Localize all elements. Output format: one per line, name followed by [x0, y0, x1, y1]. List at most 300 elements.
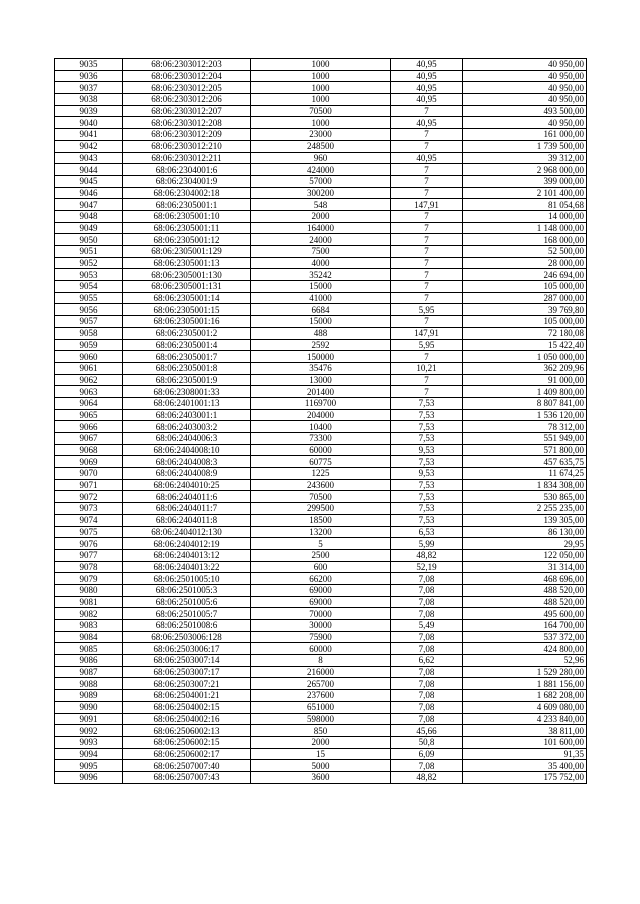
- rate-value: 52,19: [391, 561, 463, 573]
- row-number: 9064: [55, 397, 123, 409]
- area-value: 13000: [251, 374, 391, 386]
- table-row: [55, 725, 587, 737]
- area-value: 548: [251, 199, 391, 211]
- table-row: [55, 304, 587, 316]
- table-row: [55, 292, 587, 304]
- cadastral-number: 68:06:2501005:10: [123, 573, 251, 585]
- rate-value: 40,95: [391, 59, 463, 71]
- cadastral-number: 68:06:2303012:208: [123, 117, 251, 129]
- cadastral-number: 68:06:2305001:12: [123, 234, 251, 246]
- area-value: 60000: [251, 444, 391, 456]
- row-number: 9047: [55, 199, 123, 211]
- area-value: 24000: [251, 234, 391, 246]
- cadastral-number: 68:06:2304001:6: [123, 164, 251, 176]
- table-row: [55, 713, 587, 725]
- row-number: 9089: [55, 690, 123, 702]
- cadastral-number: 68:06:2506002:13: [123, 725, 251, 737]
- area-value: 265700: [251, 678, 391, 690]
- cadastral-cost: 161 000,00: [463, 129, 587, 141]
- cadastral-number: 68:06:2303012:210: [123, 140, 251, 152]
- table-row: [55, 549, 587, 561]
- cadastral-number: 68:06:2303012:211: [123, 152, 251, 164]
- cadastral-cost: 1 050 000,00: [463, 351, 587, 363]
- cadastral-cost: 287 000,00: [463, 292, 587, 304]
- row-number: 9074: [55, 514, 123, 526]
- area-value: 5: [251, 538, 391, 550]
- cadastral-number: 68:06:2303012:206: [123, 94, 251, 106]
- rate-value: 7,53: [391, 514, 463, 526]
- cadastral-number: 68:06:2404010:25: [123, 479, 251, 491]
- rate-value: 7,53: [391, 456, 463, 468]
- area-value: 8: [251, 655, 391, 667]
- area-value: 3600: [251, 771, 391, 783]
- cadastral-cost: 4 233 840,00: [463, 713, 587, 725]
- cadastral-cost: 164 700,00: [463, 620, 587, 632]
- table-row: [55, 736, 587, 748]
- rate-value: 9,53: [391, 444, 463, 456]
- row-number: 9065: [55, 409, 123, 421]
- table-row: [55, 444, 587, 456]
- rate-value: 7: [391, 105, 463, 117]
- row-number: 9054: [55, 281, 123, 293]
- table-row: [55, 573, 587, 585]
- rate-value: 7,53: [391, 397, 463, 409]
- table-row: [55, 210, 587, 222]
- area-value: 850: [251, 725, 391, 737]
- area-value: 70500: [251, 105, 391, 117]
- cadastral-number: 68:06:2404012:130: [123, 526, 251, 538]
- area-value: 57000: [251, 175, 391, 187]
- area-value: 1000: [251, 117, 391, 129]
- cadastral-cost: 493 500,00: [463, 105, 587, 117]
- rate-value: 48,82: [391, 549, 463, 561]
- rate-value: 6,62: [391, 655, 463, 667]
- rate-value: 7: [391, 234, 463, 246]
- area-value: 164000: [251, 222, 391, 234]
- cadastral-cost: 457 635,75: [463, 456, 587, 468]
- cadastral-cost: 1 834 308,00: [463, 479, 587, 491]
- cadastral-number: 68:06:2404008:9: [123, 468, 251, 480]
- row-number: 9079: [55, 573, 123, 585]
- row-number: 9046: [55, 187, 123, 199]
- row-number: 9080: [55, 584, 123, 596]
- table-row: [55, 59, 587, 71]
- cadastral-cost: 29,95: [463, 538, 587, 550]
- row-number: 9085: [55, 643, 123, 655]
- rate-value: 7,08: [391, 666, 463, 678]
- rate-value: 45,66: [391, 725, 463, 737]
- area-value: 424000: [251, 164, 391, 176]
- cadastral-cost: 468 696,00: [463, 573, 587, 585]
- area-value: 1000: [251, 94, 391, 106]
- area-value: 75900: [251, 631, 391, 643]
- row-number: 9056: [55, 304, 123, 316]
- cadastral-cost: 91,35: [463, 748, 587, 760]
- table-row: [55, 503, 587, 515]
- cadastral-number: 68:06:2305001:1: [123, 199, 251, 211]
- table-row: [55, 643, 587, 655]
- table-row: [55, 433, 587, 445]
- rate-value: 7: [391, 374, 463, 386]
- row-number: 9069: [55, 456, 123, 468]
- row-number: 9043: [55, 152, 123, 164]
- cadastral-cost: 488 520,00: [463, 596, 587, 608]
- table-row: [55, 620, 587, 632]
- cadastral-number: 68:06:2305001:7: [123, 351, 251, 363]
- cadastral-number: 68:06:2504002:16: [123, 713, 251, 725]
- rate-value: 5,99: [391, 538, 463, 550]
- rate-value: 6,53: [391, 526, 463, 538]
- area-value: 201400: [251, 386, 391, 398]
- area-value: 2500: [251, 549, 391, 561]
- row-number: 9060: [55, 351, 123, 363]
- row-number: 9076: [55, 538, 123, 550]
- cadastral-cost: 38 811,00: [463, 725, 587, 737]
- area-value: 248500: [251, 140, 391, 152]
- cadastral-cost: 86 130,00: [463, 526, 587, 538]
- table-row: [55, 701, 587, 713]
- rate-value: 7,08: [391, 690, 463, 702]
- rate-value: 7: [391, 140, 463, 152]
- cadastral-number: 68:06:2305001:11: [123, 222, 251, 234]
- cadastral-number: 68:06:2305001:131: [123, 281, 251, 293]
- cadastral-number: 68:06:2305001:9: [123, 374, 251, 386]
- row-number: 9071: [55, 479, 123, 491]
- cadastral-number: 68:06:2501008:6: [123, 620, 251, 632]
- area-value: 300200: [251, 187, 391, 199]
- cadastral-cost: 2 101 400,00: [463, 187, 587, 199]
- cadastral-number: 68:06:2404013:12: [123, 549, 251, 561]
- table-row: [55, 175, 587, 187]
- cadastral-number: 68:06:2503006:128: [123, 631, 251, 643]
- cadastral-cost: 1 739 500,00: [463, 140, 587, 152]
- cadastral-cost: 52,96: [463, 655, 587, 667]
- rate-value: 7,53: [391, 479, 463, 491]
- row-number: 9070: [55, 468, 123, 480]
- table-row: [55, 748, 587, 760]
- cadastral-number: 68:06:2404011:7: [123, 503, 251, 515]
- rate-value: 7,08: [391, 584, 463, 596]
- area-value: 10400: [251, 421, 391, 433]
- cadastral-cost: 537 372,00: [463, 631, 587, 643]
- cadastral-number: 68:06:2403003:2: [123, 421, 251, 433]
- area-value: 1000: [251, 59, 391, 71]
- area-value: 70500: [251, 491, 391, 503]
- row-number: 9057: [55, 316, 123, 328]
- row-number: 9038: [55, 94, 123, 106]
- table-row: [55, 222, 587, 234]
- rate-value: 50,8: [391, 736, 463, 748]
- rate-value: 7,08: [391, 573, 463, 585]
- cadastral-number: 68:06:2404008:3: [123, 456, 251, 468]
- cadastral-number: 68:06:2404012:19: [123, 538, 251, 550]
- row-number: 9073: [55, 503, 123, 515]
- cadastral-cost: 91 000,00: [463, 374, 587, 386]
- area-value: 35242: [251, 269, 391, 281]
- cadastral-number: 68:06:2303012:205: [123, 82, 251, 94]
- cadastral-cost: 168 000,00: [463, 234, 587, 246]
- cadastral-number: 68:06:2507007:43: [123, 771, 251, 783]
- row-number: 9068: [55, 444, 123, 456]
- cadastral-cost: 139 305,00: [463, 514, 587, 526]
- row-number: 9090: [55, 701, 123, 713]
- cadastral-number: 68:06:2501005:3: [123, 584, 251, 596]
- cadastral-number: 68:06:2305001:8: [123, 362, 251, 374]
- table-row: [55, 140, 587, 152]
- cadastral-cost: 424 800,00: [463, 643, 587, 655]
- table-row: [55, 479, 587, 491]
- row-number: 9083: [55, 620, 123, 632]
- row-number: 9081: [55, 596, 123, 608]
- table-row: [55, 362, 587, 374]
- table-row: [55, 70, 587, 82]
- cadastral-cost: 122 050,00: [463, 549, 587, 561]
- area-value: 2000: [251, 736, 391, 748]
- cadastral-cost: 78 312,00: [463, 421, 587, 433]
- cadastral-number: 68:06:2404011:8: [123, 514, 251, 526]
- rate-value: 7: [391, 292, 463, 304]
- row-number: 9036: [55, 70, 123, 82]
- row-number: 9055: [55, 292, 123, 304]
- cadastral-cost: 40 950,00: [463, 117, 587, 129]
- area-value: 204000: [251, 409, 391, 421]
- rate-value: 40,95: [391, 94, 463, 106]
- cadastral-cost: 1 536 120,00: [463, 409, 587, 421]
- row-number: 9096: [55, 771, 123, 783]
- cadastral-number: 68:06:2303012:204: [123, 70, 251, 82]
- table-row: [55, 561, 587, 573]
- table-row: [55, 327, 587, 339]
- cadastral-number: 68:06:2308001:33: [123, 386, 251, 398]
- table-row: [55, 584, 587, 596]
- rate-value: 7: [391, 164, 463, 176]
- table-row: [55, 760, 587, 772]
- area-value: 1000: [251, 82, 391, 94]
- cadastral-number: 68:06:2506002:15: [123, 736, 251, 748]
- cadastral-number: 68:06:2504001:21: [123, 690, 251, 702]
- cadastral-cost: 1 881 156,00: [463, 678, 587, 690]
- area-value: 66200: [251, 573, 391, 585]
- table-row: [55, 316, 587, 328]
- table-row: [55, 596, 587, 608]
- row-number: 9051: [55, 246, 123, 258]
- cadastral-cost: 35 400,00: [463, 760, 587, 772]
- rate-value: 7: [391, 175, 463, 187]
- area-value: 1169700: [251, 397, 391, 409]
- rate-value: 7: [391, 351, 463, 363]
- area-value: 15000: [251, 316, 391, 328]
- cadastral-cost: 14 000,00: [463, 210, 587, 222]
- row-number: 9035: [55, 59, 123, 71]
- table-row: [55, 187, 587, 199]
- area-value: 2000: [251, 210, 391, 222]
- rate-value: 7,08: [391, 701, 463, 713]
- row-number: 9042: [55, 140, 123, 152]
- rate-value: 5,95: [391, 339, 463, 351]
- area-value: 651000: [251, 701, 391, 713]
- rate-value: 7: [391, 386, 463, 398]
- cadastral-number: 68:06:2501005:6: [123, 596, 251, 608]
- cadastral-number: 68:06:2304001:9: [123, 175, 251, 187]
- area-value: 60000: [251, 643, 391, 655]
- table-row: [55, 421, 587, 433]
- cadastral-cost: 40 950,00: [463, 82, 587, 94]
- table-row: [55, 105, 587, 117]
- rate-value: 7: [391, 129, 463, 141]
- cadastral-cost: 40 950,00: [463, 70, 587, 82]
- row-number: 9091: [55, 713, 123, 725]
- cadastral-number: 68:06:2305001:4: [123, 339, 251, 351]
- area-value: 216000: [251, 666, 391, 678]
- cadastral-cost: 2 968 000,00: [463, 164, 587, 176]
- table-row: [55, 666, 587, 678]
- cadastral-cost: 1 682 208,00: [463, 690, 587, 702]
- cadastral-cost: 39 312,00: [463, 152, 587, 164]
- area-value: 6684: [251, 304, 391, 316]
- cadastral-cost: 40 950,00: [463, 94, 587, 106]
- area-value: 4000: [251, 257, 391, 269]
- cadastral-cost: 72 180,08: [463, 327, 587, 339]
- row-number: 9037: [55, 82, 123, 94]
- area-value: 69000: [251, 596, 391, 608]
- cadastral-cost: 81 054,68: [463, 199, 587, 211]
- area-value: 60775: [251, 456, 391, 468]
- table-row: [55, 538, 587, 550]
- cadastral-cost: 1 148 000,00: [463, 222, 587, 234]
- table-row: [55, 608, 587, 620]
- row-number: 9048: [55, 210, 123, 222]
- table-row: [55, 409, 587, 421]
- row-number: 9059: [55, 339, 123, 351]
- rate-value: 7: [391, 246, 463, 258]
- rate-value: 9,53: [391, 468, 463, 480]
- row-number: 9088: [55, 678, 123, 690]
- cadastral-cost: 362 209,96: [463, 362, 587, 374]
- cadastral-cost: 28 000,00: [463, 257, 587, 269]
- cadastral-number: 68:06:2305001:129: [123, 246, 251, 258]
- rate-value: 5,95: [391, 304, 463, 316]
- area-value: 5000: [251, 760, 391, 772]
- table-row: [55, 678, 587, 690]
- rate-value: 6,09: [391, 748, 463, 760]
- area-value: 30000: [251, 620, 391, 632]
- area-value: 299500: [251, 503, 391, 515]
- cadastral-number: 68:06:2504002:15: [123, 701, 251, 713]
- table-row: [55, 526, 587, 538]
- rate-value: 7,53: [391, 503, 463, 515]
- cadastral-number: 68:06:2503007:21: [123, 678, 251, 690]
- cadastral-cost: 4 609 080,00: [463, 701, 587, 713]
- row-number: 9066: [55, 421, 123, 433]
- row-number: 9050: [55, 234, 123, 246]
- area-value: 488: [251, 327, 391, 339]
- rate-value: 40,95: [391, 82, 463, 94]
- cadastral-cost: 15 422,40: [463, 339, 587, 351]
- table-row: [55, 234, 587, 246]
- table-row: [55, 246, 587, 258]
- row-number: 9040: [55, 117, 123, 129]
- table-row: [55, 468, 587, 480]
- cadastral-number: 68:06:2403001:1: [123, 409, 251, 421]
- area-value: 15000: [251, 281, 391, 293]
- cadastral-cost: 530 865,00: [463, 491, 587, 503]
- table-row: [55, 386, 587, 398]
- cadastral-number: 68:06:2503007:17: [123, 666, 251, 678]
- row-number: 9063: [55, 386, 123, 398]
- cadastral-cost: 1 529 280,00: [463, 666, 587, 678]
- cadastral-number: 68:06:2305001:10: [123, 210, 251, 222]
- rate-value: 7: [391, 316, 463, 328]
- cadastral-cost: 40 950,00: [463, 59, 587, 71]
- area-value: 23000: [251, 129, 391, 141]
- cadastral-cost: 101 600,00: [463, 736, 587, 748]
- table-row: [55, 281, 587, 293]
- rate-value: 147,91: [391, 327, 463, 339]
- row-number: 9058: [55, 327, 123, 339]
- table-row: [55, 339, 587, 351]
- rate-value: 7: [391, 187, 463, 199]
- row-number: 9044: [55, 164, 123, 176]
- cadastral-cost: 105 000,00: [463, 281, 587, 293]
- area-value: 243600: [251, 479, 391, 491]
- cadastral-cost: 8 807 841,00: [463, 397, 587, 409]
- area-value: 18500: [251, 514, 391, 526]
- cadastral-cost: 495 600,00: [463, 608, 587, 620]
- rate-value: 40,95: [391, 152, 463, 164]
- cadastral-value-table: [54, 58, 587, 784]
- cadastral-number: 68:06:2503006:17: [123, 643, 251, 655]
- area-value: 1000: [251, 70, 391, 82]
- row-number: 9092: [55, 725, 123, 737]
- table-row: [55, 514, 587, 526]
- rate-value: 40,95: [391, 70, 463, 82]
- cadastral-cost: 52 500,00: [463, 246, 587, 258]
- cadastral-number: 68:06:2507007:40: [123, 760, 251, 772]
- table-row: [55, 164, 587, 176]
- cadastral-cost: 399 000,00: [463, 175, 587, 187]
- rate-value: 7: [391, 210, 463, 222]
- cadastral-number: 68:06:2503007:14: [123, 655, 251, 667]
- rate-value: 7: [391, 222, 463, 234]
- row-number: 9082: [55, 608, 123, 620]
- row-number: 9087: [55, 666, 123, 678]
- cadastral-cost: 105 000,00: [463, 316, 587, 328]
- area-value: 13200: [251, 526, 391, 538]
- row-number: 9049: [55, 222, 123, 234]
- rate-value: 7,53: [391, 421, 463, 433]
- table-row: [55, 82, 587, 94]
- table-row: [55, 631, 587, 643]
- rate-value: 7,08: [391, 713, 463, 725]
- table-body: [55, 59, 587, 784]
- row-number: 9072: [55, 491, 123, 503]
- area-value: 15: [251, 748, 391, 760]
- area-value: 69000: [251, 584, 391, 596]
- cadastral-number: 68:06:2305001:13: [123, 257, 251, 269]
- rate-value: 7: [391, 257, 463, 269]
- area-value: 237600: [251, 690, 391, 702]
- table-row: [55, 257, 587, 269]
- row-number: 9041: [55, 129, 123, 141]
- rate-value: 10,21: [391, 362, 463, 374]
- cadastral-number: 68:06:2305001:16: [123, 316, 251, 328]
- area-value: 150000: [251, 351, 391, 363]
- cadastral-number: 68:06:2305001:2: [123, 327, 251, 339]
- rate-value: 5,49: [391, 620, 463, 632]
- cadastral-cost: 571 800,00: [463, 444, 587, 456]
- cadastral-number: 68:06:2506002:17: [123, 748, 251, 760]
- table-row: [55, 456, 587, 468]
